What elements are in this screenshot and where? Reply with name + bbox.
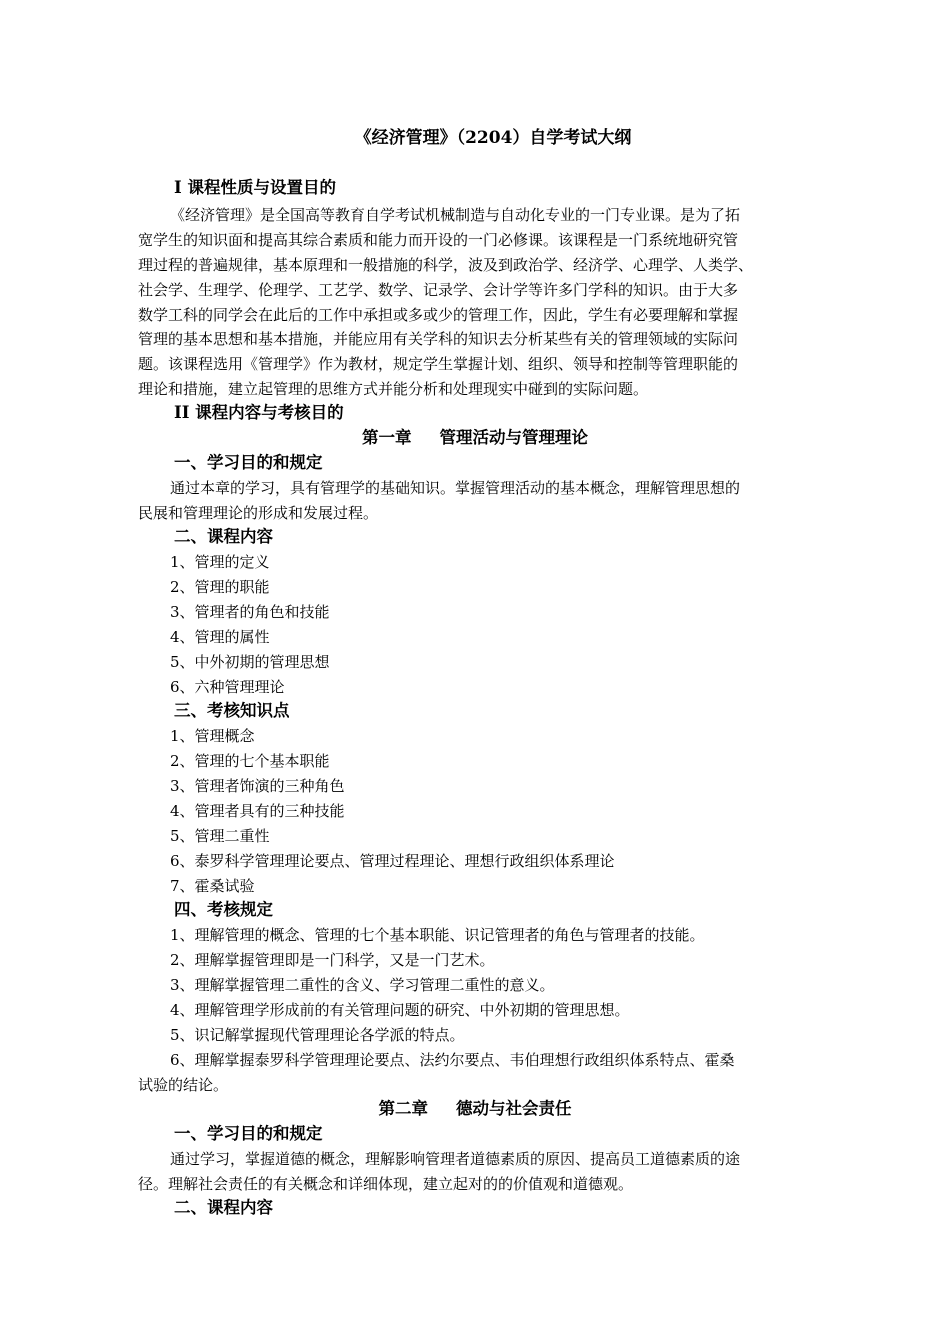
chapter-number: 第一章 <box>362 428 412 447</box>
list-item: 3、管理者的角色和技能 <box>170 603 330 621</box>
subsection-heading: 一、学习目的和规定 <box>174 1124 323 1143</box>
paragraph-line: 管理的基本思想和基本措施，并能应用有关学科的知识去分析某些有关的管理领域的实际问 <box>138 330 739 348</box>
list-item: 1、管理的定义 <box>170 553 270 571</box>
section-heading: II 课程内容与考核目的 <box>174 403 344 422</box>
paragraph-line: 通过学习，掌握道德的概念，理解影响管理者道德素质的原因、提高员工道德素质的途 <box>170 1150 741 1168</box>
subsection-heading: 一、学习目的和规定 <box>174 453 323 472</box>
paragraph-line: 宽学生的知识面和提高其综合素质和能力而开设的一门必修课。该课程是一门系统地研究管 <box>138 231 739 249</box>
subsection-heading: 三、考核知识点 <box>174 701 290 720</box>
list-item: 1、理解管理的概念、管理的七个基本职能、识记管理者的角色与管理者的技能。 <box>170 926 705 944</box>
chapter-name: 管理活动与管理理论 <box>439 428 588 447</box>
list-item: 6、理解掌握泰罗科学管理理论要点、法约尔要点、韦伯理想行政组织体系特点、霍桑 <box>170 1051 735 1069</box>
list-item: 3、管理者饰演的三种角色 <box>170 777 345 795</box>
document-title: 《经济管理》（2204）自学考试大纲 <box>354 128 632 148</box>
list-item: 2、理解掌握管理即是一门科学，又是一门艺术。 <box>170 951 495 969</box>
subsection-heading: 二、课程内容 <box>174 527 273 546</box>
list-item: 7、霍桑试验 <box>170 877 255 895</box>
list-item: 5、识记解掌握现代管理理论各学派的特点。 <box>170 1026 465 1044</box>
list-item: 6、泰罗科学管理理论要点、管理过程理论、理想行政组织体系理论 <box>170 852 615 870</box>
chapter-number: 第二章 <box>378 1099 428 1118</box>
chapter-heading <box>0 428 950 448</box>
subsection-heading: 四、考核规定 <box>174 900 273 919</box>
paragraph-line: 理论和措施，建立起管理的思维方式并能分析和处理现实中碰到的实际问题。 <box>138 380 649 398</box>
subsection-heading: 二、课程内容 <box>174 1198 273 1217</box>
paragraph-line: 通过本章的学习，具有管理学的基础知识。掌握管理活动的基本概念，理解管理思想的 <box>170 479 741 497</box>
list-item: 4、理解管理学形成前的有关管理问题的研究、中外初期的管理思想。 <box>170 1001 630 1019</box>
paragraph-line: 社会学、生理学、伦理学、工艺学、数学、记录学、会计学等许多门学科的知识。由于大多 <box>138 281 739 299</box>
paragraph-line: 《经济管理》是全国高等教育自学考试机械制造与自动化专业的一门专业课。是为了拓 <box>170 206 741 224</box>
paragraph-line: 民展和管理理论的形成和发展过程。 <box>138 504 379 522</box>
list-item: 5、中外初期的管理思想 <box>170 653 330 671</box>
list-item: 4、管理者具有的三种技能 <box>170 802 345 820</box>
list-item-continuation: 试验的结论。 <box>138 1076 229 1094</box>
list-item: 6、六种管理理论 <box>170 678 285 696</box>
list-item: 2、管理的七个基本职能 <box>170 752 330 770</box>
list-item: 5、管理二重性 <box>170 827 270 845</box>
chapter-heading <box>0 1099 950 1119</box>
paragraph-line: 题。该课程选用《管理学》作为教材，规定学生掌握计划、组织、领导和控制等管理职能的 <box>138 355 739 373</box>
paragraph-line: 径。理解社会责任的有关概念和详细体现，建立起对的的价值观和道德观。 <box>138 1175 634 1193</box>
list-item: 3、理解掌握管理二重性的含义、学习管理二重性的意义。 <box>170 976 555 994</box>
list-item: 2、管理的职能 <box>170 578 270 596</box>
list-item: 1、管理概念 <box>170 727 255 745</box>
list-item: 4、管理的属性 <box>170 628 270 646</box>
section-heading: I 课程性质与设置目的 <box>174 178 336 197</box>
paragraph-line: 理过程的普遍规律，基本原理和一般措施的科学，波及到政治学、经济学、心理学、人类学、 <box>138 256 754 274</box>
chapter-name: 德动与社会责任 <box>456 1099 572 1118</box>
paragraph-line: 数学工科的同学会在此后的工作中承担或多或少的管理工作，因此，学生有必要理解和掌握 <box>138 306 739 324</box>
